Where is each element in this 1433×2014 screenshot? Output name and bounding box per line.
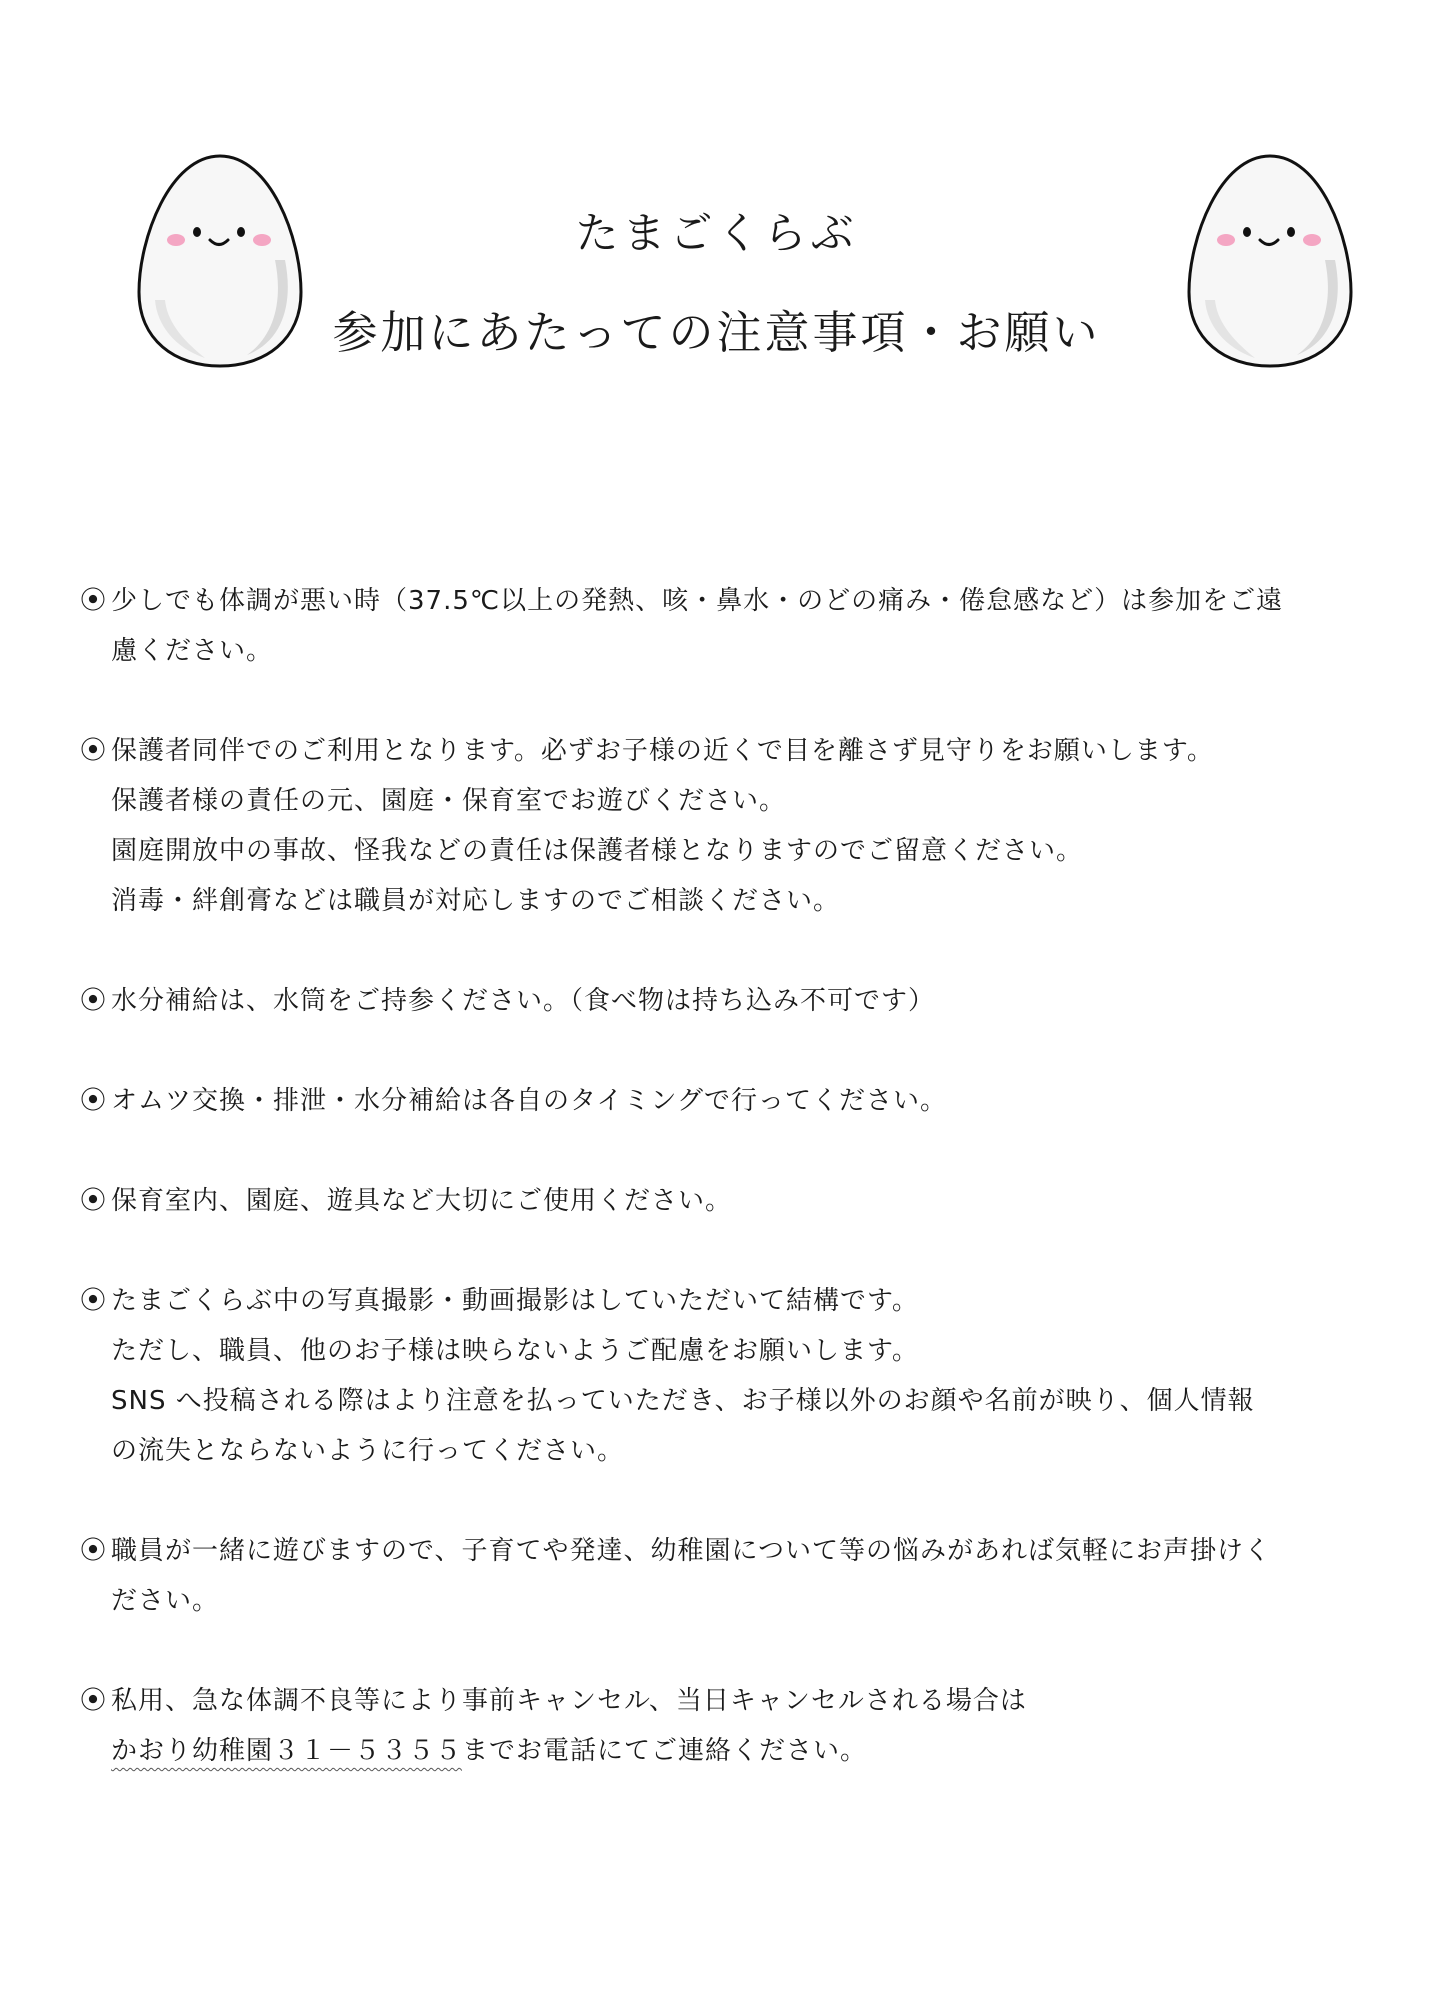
notice-text: 私用、急な体調不良等により事前キャンセル、当日キャンセルされる場合は [111,1686,1027,1716]
notice-item [80,1076,1370,1126]
notice-item [80,576,1370,676]
notice-line [80,1676,1370,1726]
notice-line [80,1376,1370,1426]
notice-text: たまごくらぶ中の写真撮影・動画撮影はしていただいて結構です。 [111,1286,919,1316]
contact-line [80,1726,1370,1776]
bullet-icon: ⦿ [80,1186,108,1216]
notice-text: 慮ください。 [111,636,274,666]
notice-text: オムツ交換・排泄・水分補給は各自のタイミングで行ってください。 [111,1086,947,1116]
notice-line [80,1426,1370,1476]
page-subtitle: 参加にあたっての注意事項・お願い [332,306,1101,359]
contact-phone: かおり幼稚園３１－５３５５ [111,1736,463,1766]
bullet-icon: ⦿ [80,1286,108,1316]
notice-line [80,1076,1370,1126]
notice-line [80,1326,1370,1376]
bullet-icon: ⦿ [80,586,108,616]
notice-line [80,626,1370,676]
bullet-icon: ⦿ [80,986,108,1016]
notice-item [80,976,1370,1026]
notice-line [80,1276,1370,1326]
bullet-icon: ⦿ [80,1686,108,1716]
notice-text: 消毒・絆創膏などは職員が対応しますのでご相談ください。 [111,886,841,916]
notice-line [80,1526,1370,1576]
notice-item [80,726,1370,926]
notice-line [80,726,1370,776]
notice-item [80,1676,1370,1776]
notice-text: 職員が一緒に遊びますので、子育てや発達、幼稚園について等の悩みがあれば気軽にお声掛けく [111,1536,1271,1566]
bullet-icon: ⦿ [80,1536,108,1566]
notice-text: 保育室内、園庭、遊具など大切にご使用ください。 [111,1186,733,1216]
bullet-icon: ⦿ [80,1086,108,1116]
notice-line [80,1176,1370,1226]
page-title: たまごくらぶ [575,209,858,259]
contact-text: までお電話にてご連絡ください。 [462,1736,868,1766]
notice-text: 保護者同伴でのご利用となります。必ずお子様の近くで目を離さず見守りをお願いします。 [111,736,1214,766]
notice-text: 園庭開放中の事故、怪我などの責任は保護者様となりますのでご留意ください。 [111,836,1084,866]
notice-text: SNS へ投稿される際はより注意を払っていただき、お子様以外のお顔や名前が映り、個人情報 [111,1386,1255,1416]
notice-list [80,576,1370,1826]
notice-text: 保護者様の責任の元、園庭・保育室でお遊びください。 [111,786,787,816]
notice-item [80,1176,1370,1226]
notice-line [80,776,1370,826]
notice-item [80,1276,1370,1476]
notice-text: 水分補給は、水筒をご持参ください。（食べ物は持ち込み不可です） [111,986,936,1016]
notice-text: ださい。 [111,1586,220,1616]
notice-text: ただし、職員、他のお子様は映らないようご配慮をお願いします。 [111,1336,919,1366]
notice-line [80,576,1370,626]
bullet-icon: ⦿ [80,736,108,766]
notice-line [80,876,1370,926]
notice-text: 少しでも体調が悪い時（37.5℃以上の発熱、咳・鼻水・のどの痛み・倦怠感など）は参加をご遠 [111,586,1284,616]
notice-line [80,826,1370,876]
notice-item [80,1526,1370,1626]
notice-text: の流失とならないように行ってください。 [111,1436,625,1466]
notice-line [80,1576,1370,1626]
notice-line [80,976,1370,1026]
